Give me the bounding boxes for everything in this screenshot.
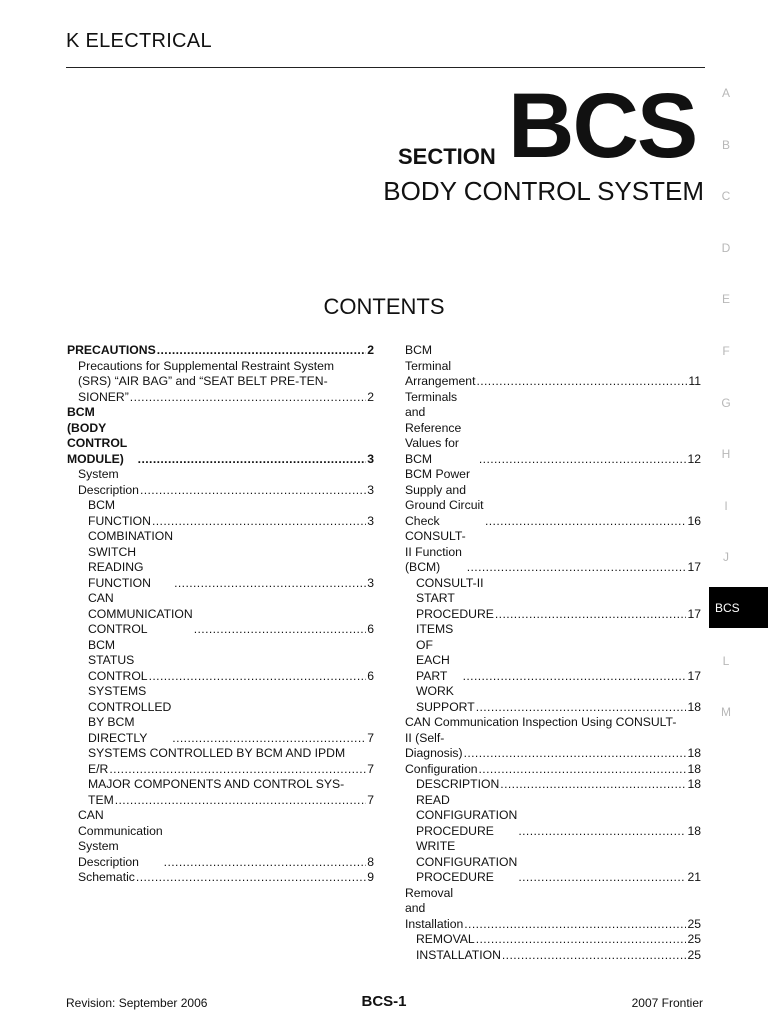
section-word: SECTION	[398, 144, 496, 169]
side-tab-j[interactable]: J	[723, 550, 729, 564]
toc-dot-leader	[479, 452, 687, 468]
toc-dot-leader	[149, 669, 367, 685]
toc-entry-title: BCM STATUS CONTROL	[88, 637, 148, 683]
toc-entry-title: COMBINATION SWITCH READING FUNCTION	[88, 529, 174, 590]
toc-entry[interactable]	[67, 529, 374, 591]
toc-dot-leader	[476, 700, 687, 716]
toc-entry[interactable]	[405, 731, 701, 762]
side-tab-f[interactable]: F	[722, 344, 730, 358]
toc-entry[interactable]	[67, 343, 374, 359]
toc-entry-title: SYSTEMS CONTROLLED BY BCM AND IPDM	[88, 746, 346, 760]
toc-dot-leader	[140, 483, 366, 499]
toc-dot-leader	[518, 824, 686, 840]
toc-entry-title: CONSULT-II START PROCEDURE	[416, 575, 494, 621]
toc-dot-leader	[476, 932, 687, 948]
side-tab-c[interactable]: C	[721, 189, 731, 203]
toc-entry-page: 18	[687, 777, 701, 791]
toc-entry-title: DESCRIPTION	[416, 777, 500, 791]
toc-entry-page: 11	[688, 374, 701, 388]
toc-entry[interactable]	[67, 638, 374, 685]
toc-entry-title: Configuration	[405, 761, 478, 776]
toc-dot-leader	[502, 948, 687, 964]
toc-entry-title: TEM	[88, 792, 114, 807]
toc-entry-title: SYSTEMS CONTROLLED BY BCM DIRECTLY	[88, 684, 172, 745]
toc-dot-leader	[130, 390, 366, 406]
side-tab-a[interactable]: A	[721, 86, 730, 100]
toc-dot-leader	[138, 452, 367, 468]
toc-dot-leader	[172, 731, 366, 747]
section-code: BCS	[508, 75, 697, 177]
toc-entry[interactable]	[67, 762, 374, 778]
toc-dot-leader	[495, 607, 687, 623]
toc-entry-page: 25	[687, 932, 701, 946]
toc-entry[interactable]	[405, 622, 701, 684]
footer-revision: Revision: September 2006	[66, 996, 208, 1010]
toc-dot-leader	[467, 560, 687, 576]
toc-entry-title: Removal and Installation	[405, 885, 464, 931]
toc-dot-leader	[518, 870, 686, 886]
toc-entry-title: ITEMS OF EACH PART	[416, 622, 454, 683]
toc-entry[interactable]	[405, 576, 701, 623]
toc-dot-leader	[500, 777, 686, 793]
toc-entry-title: CAN Communication System Description	[78, 808, 163, 869]
toc-entry[interactable]	[405, 529, 701, 576]
contents-heading: CONTENTS	[323, 294, 445, 319]
toc-entry-page: 8	[367, 854, 374, 869]
toc-entry-title: BCM FUNCTION	[88, 498, 151, 528]
toc-entry[interactable]	[405, 948, 701, 964]
side-tab-active-bcs[interactable]: BCS	[709, 587, 768, 628]
toc-dot-leader	[152, 514, 366, 530]
toc-entry-page: 6	[367, 622, 374, 636]
footer-page-id: BCS-1	[361, 993, 407, 1010]
toc-entry-page: 18	[687, 699, 701, 714]
toc-entry-title: Precautions for Supplemental Restraint System	[78, 358, 335, 373]
toc-entry-page: 2	[367, 343, 374, 357]
toc-entry-title: BCM Power Supply and Ground Circuit Check	[405, 467, 484, 528]
section-title: BODY CONTROL SYSTEM	[383, 176, 704, 206]
toc-entry-page: 21	[687, 870, 701, 884]
toc-entry-page: 7	[367, 792, 374, 807]
toc-dot-leader	[115, 793, 366, 809]
toc-entry-page: 16	[687, 513, 701, 528]
toc-entry[interactable]	[67, 467, 374, 498]
toc-entry-title: REMOVAL	[416, 932, 475, 946]
toc-entry-page: 3	[367, 575, 374, 590]
toc-entry[interactable]	[67, 374, 374, 390]
toc-entry[interactable]	[405, 390, 701, 468]
toc-entry[interactable]	[67, 591, 374, 638]
side-tab-d[interactable]: D	[721, 241, 731, 255]
toc-dot-leader	[174, 576, 366, 592]
toc-entry[interactable]	[405, 886, 701, 933]
toc-entry[interactable]	[67, 746, 374, 762]
toc-entry-title: BCM (BODY CONTROL MODULE)	[67, 405, 128, 466]
toc-entry[interactable]	[67, 684, 374, 746]
toc-entry-page: 17	[687, 668, 701, 683]
toc-dot-leader	[485, 514, 686, 530]
toc-entry[interactable]	[67, 793, 374, 809]
toc-entry-title: MAJOR COMPONENTS AND CONTROL SYS-	[88, 777, 345, 791]
toc-entry-page: 3	[367, 451, 374, 466]
toc-entry-title: WRITE CONFIGURATION PROCEDURE	[416, 839, 518, 884]
toc-entry[interactable]	[405, 777, 701, 793]
toc-dot-leader	[157, 343, 367, 359]
side-tab-strip	[710, 0, 768, 1024]
toc-entry-title: Terminals and Reference Values for BCM	[405, 389, 462, 466]
toc-entry[interactable]	[405, 467, 701, 529]
toc-entry[interactable]	[67, 405, 374, 467]
toc-entry[interactable]	[405, 343, 701, 390]
side-tab-l[interactable]: L	[722, 654, 730, 668]
toc-entry-page: 18	[687, 761, 701, 776]
toc-entry[interactable]	[67, 498, 374, 529]
side-tab-b[interactable]: B	[721, 138, 730, 152]
toc-left-column	[67, 343, 374, 886]
toc-right-column	[405, 343, 701, 963]
toc-entry-title: SIONER”	[78, 389, 129, 404]
toc-entry-title: BCM Terminal Arrangement	[405, 343, 476, 388]
toc-entry-page: 17	[687, 606, 701, 621]
toc-entry[interactable]	[67, 808, 374, 870]
toc-dot-leader	[136, 870, 366, 886]
toc-entry[interactable]	[67, 870, 374, 886]
toc-dot-leader	[464, 746, 687, 762]
toc-entry-page: 12	[687, 451, 701, 466]
toc-entry-page: 7	[367, 761, 374, 776]
toc-entry-page: 9	[367, 870, 374, 884]
toc-entry-title: Schematic	[78, 870, 135, 884]
side-tab-i[interactable]: I	[724, 499, 728, 513]
toc-entry[interactable]	[67, 390, 374, 406]
side-tab-m[interactable]: M	[721, 705, 731, 719]
toc-entry-page: 3	[367, 482, 374, 497]
toc-entry[interactable]	[405, 839, 701, 886]
toc-entry[interactable]	[67, 777, 374, 793]
toc-entry-title: II (Self-Diagnosis)	[405, 730, 463, 760]
side-tab-e[interactable]: E	[721, 292, 730, 306]
toc-entry-page: 17	[687, 560, 701, 574]
toc-entry[interactable]	[405, 762, 701, 778]
toc-entry[interactable]	[67, 359, 374, 375]
toc-entry[interactable]	[405, 715, 701, 731]
toc-entry-title: READ CONFIGURATION PROCEDURE	[416, 792, 518, 838]
toc-dot-leader	[479, 762, 687, 778]
toc-entry-page: 3	[367, 513, 374, 528]
toc-entry-page: 25	[687, 947, 701, 962]
toc-entry-title: (SRS) “AIR BAG” and “SEAT BELT PRE-TEN-	[78, 374, 328, 388]
toc-entry-title: PRECAUTIONS	[67, 343, 156, 357]
side-tab-g[interactable]: G	[721, 396, 731, 410]
toc-entry[interactable]	[405, 932, 701, 948]
toc-dot-leader	[109, 762, 366, 778]
toc-dot-leader	[464, 917, 686, 933]
footer-model: 2007 Frontier	[631, 996, 703, 1010]
toc-entry-page: 18	[687, 823, 701, 838]
toc-entry[interactable]	[405, 793, 701, 840]
toc-entry-page: 7	[367, 730, 374, 745]
section-header: K ELECTRICAL	[66, 30, 212, 52]
toc-entry-page: 18	[687, 746, 701, 760]
toc-dot-leader	[164, 855, 367, 871]
header-rule	[66, 67, 705, 68]
toc-entry[interactable]	[405, 684, 701, 715]
toc-dot-leader	[463, 669, 687, 685]
toc-entry-title: E/R	[88, 761, 109, 776]
toc-entry-title: CAN COMMUNICATION CONTROL	[88, 591, 193, 636]
toc-entry-page: 2	[367, 389, 374, 404]
toc-entry-page: 6	[367, 668, 374, 683]
toc-dot-leader	[476, 374, 687, 390]
toc-dot-leader	[194, 622, 367, 638]
side-tab-h[interactable]: H	[721, 447, 731, 461]
toc-entry-title: System Description	[78, 467, 139, 497]
toc-entry-title: INSTALLATION	[416, 947, 501, 962]
toc-entry-title: WORK SUPPORT	[416, 684, 475, 714]
toc-entry-page: 25	[687, 916, 701, 931]
toc-entry-title: CAN Communication Inspection Using CONSULT-	[405, 715, 677, 729]
toc-entry-title: CONSULT-II Function (BCM)	[405, 529, 466, 574]
